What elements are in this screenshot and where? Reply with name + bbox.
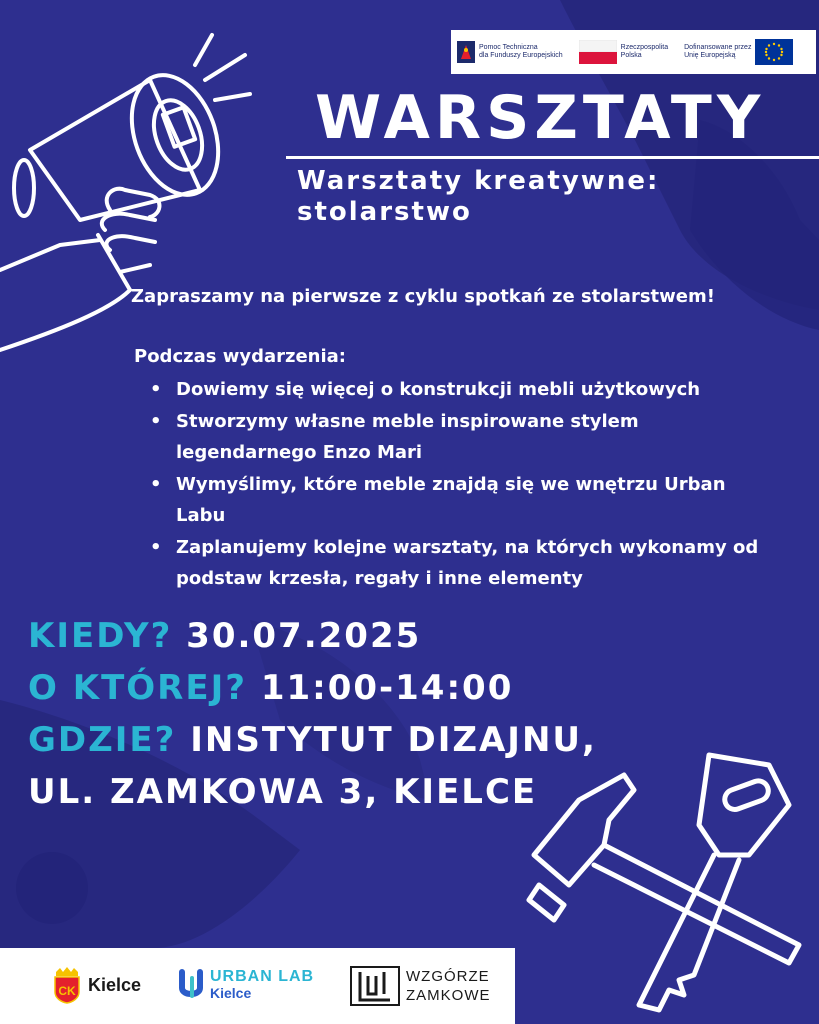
page-title: WARSZTATY bbox=[315, 83, 766, 153]
event-address-row bbox=[28, 770, 537, 814]
footer-logos bbox=[0, 948, 515, 1024]
during-label: Podczas wydarzenia: bbox=[134, 346, 347, 367]
list-item: • Stworzymy własne meble inspirowane stylem legendarnego Enzo Mari bbox=[150, 406, 736, 469]
title-divider bbox=[286, 156, 819, 159]
event-date-row bbox=[28, 614, 421, 658]
pl-text: Rzeczpospolita Polska bbox=[620, 44, 669, 59]
list-item: • Wymyślimy, które meble znajdą się we wnętrzu Urban Labu bbox=[150, 469, 756, 532]
event-place-row bbox=[28, 718, 597, 762]
when-label: KIEDY? bbox=[28, 616, 173, 656]
wzgorze-line1: WZGÓRZE bbox=[406, 968, 490, 985]
kielce-crest-icon bbox=[52, 966, 82, 1004]
polish-flag-icon bbox=[579, 40, 617, 64]
time-value: 11:00-14:00 bbox=[260, 668, 514, 708]
crest-text: CK bbox=[58, 984, 76, 998]
eu-flag-logo bbox=[684, 39, 793, 65]
wzgorze-line2: ZAMKOWE bbox=[406, 987, 491, 1004]
urban-lab-subtitle: Kielce bbox=[210, 985, 252, 1001]
where-label: GDZIE? bbox=[28, 720, 177, 760]
fe-logo bbox=[457, 41, 563, 63]
when-value: 30.07.2025 bbox=[186, 616, 422, 656]
activities-list bbox=[150, 374, 810, 595]
urban-lab-logo bbox=[178, 968, 314, 1002]
where-value: INSTYTUT DIZAJNU, bbox=[190, 720, 597, 760]
fe-icon bbox=[457, 41, 475, 63]
fe-text: Pomoc Techniczna dla Funduszy Europejskich bbox=[479, 44, 563, 59]
urban-lab-title: URBAN LAB bbox=[210, 968, 315, 985]
wzgorze-mark-icon bbox=[350, 966, 400, 1006]
wzgorze-zamkowe-logo bbox=[350, 966, 491, 1006]
hammer-wrench-illustration bbox=[519, 745, 819, 1015]
address-value: UL. ZAMKOWA 3, KIELCE bbox=[28, 772, 538, 812]
eu-text: Dofinansowane przez Unię Europejską bbox=[684, 44, 752, 59]
urban-lab-u-icon bbox=[178, 968, 204, 1002]
eu-flag-icon bbox=[755, 39, 793, 65]
list-item: • Dowiemy się więcej o konstrukcji mebli użytkowych bbox=[150, 374, 810, 406]
intro-text: Zapraszamy na pierwsze z cyklu spotkań ze stolarstwem! bbox=[131, 286, 715, 307]
event-time-row bbox=[28, 666, 513, 710]
megaphone-illustration bbox=[0, 20, 290, 380]
eu-funding-bar bbox=[451, 30, 816, 74]
time-label: O KTÓREJ? bbox=[28, 668, 247, 708]
list-item: • Zaplanujemy kolejne warsztaty, na których wykonamy od podstaw krzesła, regały i inne elementy bbox=[150, 532, 816, 595]
kielce-logo bbox=[52, 966, 141, 1004]
pl-flag-logo bbox=[579, 40, 668, 64]
kielce-text: Kielce bbox=[88, 974, 142, 995]
subtitle: Warsztaty kreatywne: stolarstwo bbox=[297, 166, 660, 227]
